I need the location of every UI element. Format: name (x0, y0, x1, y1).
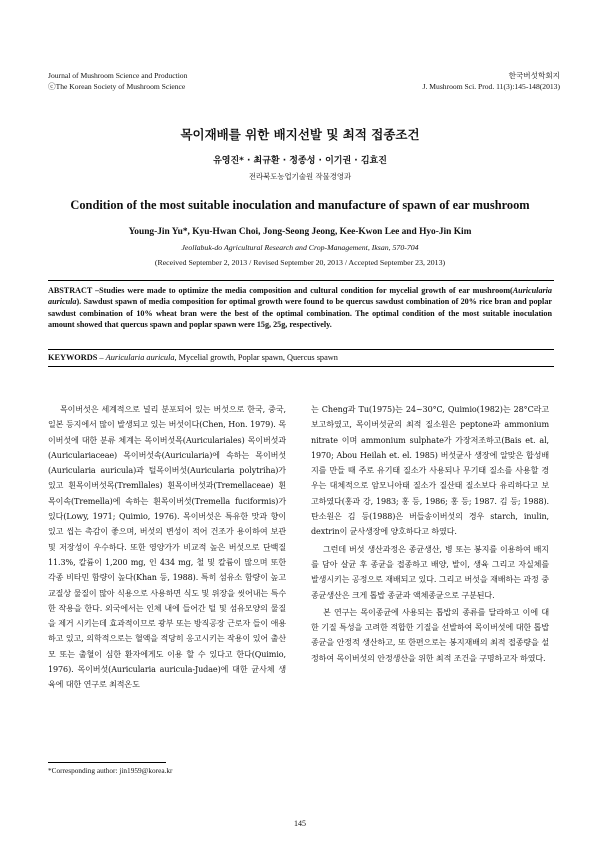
title-korean: 목이재배를 위한 배지선발 및 최적 접종조건 (180, 127, 420, 142)
affiliation-korean: 전라북도농업기술원 작물경영과 (248, 172, 352, 181)
keywords-list: Mycelial growth, Poplar spawn, Quercus spawn (176, 353, 338, 362)
body-paragraph: 목이버섯은 세계적으로 널리 분포되어 있는 버섯으로 한국, 중국, 일본 등지에서 많이 발생되고 있는 버섯이다(Chen, Hon. 1979). 목이버섯에 대한 분류 체계는 목이버섯목(Auriculariales) 목이버섯과(Auriculariaceae) 목이버섯속(Auricularia)에 속하는 목이버섯(Auricularia auricula)과 털목이버섯(Auricularia polytriha)가 있고 흰목이버섯목(Tremllales) 흰목이버섯과(Tremellaceae) 흰목이속(Tremella)에 속하는 흰목이버섯(Tremella fuciformis)가 있다(Lowy, 1971; Quimio, 1976). 목이버섯은 특유한 맛과 향이 있고 씹는 촉감이 좋으며, 버섯의 변성이 적어 건조가 용이하여 보관 및 저장성이 우수하다. 또한 영양가가 비교적 높은 버섯으로 단백질 11.3%, 칼륨이 1,200 mg, 인 434 mg, 철 및 칼륨이 많으며 또한 각종 비타민 함량이 높다(Khan 등, 1988). 특히 섬유소 함량이 높고 교질상 물질이 많아 식용으로 사용하면 식도 및 위장을 씻어내는 특수한 작용을 한다. 외국에서는 인체 내에 들어간 털 및 섬유모양의 물질을 제거 시키는데 효과적이므로 광부 또는 방직공장 근로자 들이 애용하고 있고, 의학적으로는 혈액을 적당히 응고시키는 작용이 있어 출산모 또는 출혈이 심한 환자에게도 이용 할 수 있다고 한다(Quimio, 1976). 목이버섯(Auricularia auricula-Judae)에 대한 균사체 생육에 대한 연구로 최적온도 (48, 405, 286, 690)
authors-korean: 유영진* · 최규환 · 정종성 · 이기권 · 김효진 (213, 156, 387, 166)
corresponding-author-footnote: *Corresponding author: jin1959@korea.kr (48, 766, 173, 775)
keywords-label: KEYWORDS (48, 353, 98, 362)
page-number: 145 (294, 819, 306, 828)
body-paragraph: 는 Cheng과 Tu(1975)는 24~30°C, Quimio(1982)는 28°C라고 보고하였고, 목이버섯균의 최적 질소원은 peptone과 ammonium nitrate 이며 ammonium sulphate가 가장저조하고(Bais et. al, 1970; Abou Heilah et. el. 1985) 버섯균사 생장에 알맞은 합성배지를 만들 때 주로 유기태 질소가 사용되나 무기태 질소를 사용할 경우는 대체적으로 암모니아태 질소가 질산태 질소보다 유리하다고 보고하였다(홍과 강, 1983; 홍 등, 1986; 홍 등; 1987. 김 등; 1988). 탄소원은 김 등(1988)은 버들송이버섯의 경우 starch, inulin, dextrin이 균사생장에 양호하다고 하였다. (311, 405, 549, 537)
title-english: Condition of the most suitable inoculation and manufacture of spawn of ear mushroom (70, 198, 530, 212)
received-dates: (Received September 2, 2013 / Revised September 20, 2013 / Accepted September 23, 2013) (154, 258, 446, 267)
body-paragraph: 그런데 버섯 생산과정은 종균생산, 병 또는 봉지를 이용하여 배지를 담아 살균 후 종균을 접종하고 배양, 발이, 생육 그리고 자실체를 발생시키는 공정으로 재배되고 있다. 그리고 버섯을 재배하는 과정 중 종균생산은 크게 톱밥 종균과 액체종균으로 구분된다. (311, 544, 549, 600)
society-copyright: ⓒThe Korean Society of Mushroom Science (48, 82, 186, 91)
keywords: KEYWORDS – Auricularia auricula, Mycelial growth, Poplar spawn, Quercus spawn (48, 353, 338, 362)
body-column-right (311, 402, 549, 666)
affiliation-english: Jeollabuk-do Agricultural Research and Crop-Management, Iksan, 570-704 (181, 243, 419, 252)
running-header-right (423, 70, 560, 92)
body-paragraph: 본 연구는 목이종균에 사용되는 톱밥의 종류를 달라하고 이에 대한 기질 특성을 고려한 적합한 기질을 선발하여 목이버섯에 대한 톱밥종균을 안정적 생산하고, 또 한편으로는 봉지재배의 최적 접종량을 설정하여 목이버섯의 안정생산을 위한 최적 조건을 구명하고자 하였다. (311, 607, 549, 663)
abstract-text-1: –Studies were made to optimize the media composition and cultural condition for mycelial growth of ear mushroom( (92, 286, 513, 295)
abstract-text-2: ). Sawdust spawn of media composition for optimal growth were found to be quercus sawdust combination of 20% rice bran and poplar sawdust combination of 10% wheat bran were the best of the optimal combination. The optimal condition of the most suitable inoculation amount showed that quercus spawn and poplar spawn were 15g, 25g, respectively. (48, 297, 552, 329)
abstract (48, 285, 552, 330)
journal-name-kr: 한국버섯학회지 (508, 71, 560, 80)
keywords-species: Auricularia auricula, (105, 353, 177, 362)
abstract-top-rule (48, 280, 554, 281)
keywords-bottom-rule (48, 366, 554, 367)
authors-english: Young-Jin Yu*, Kyu-Hwan Choi, Jong-Seong Jeong, Kee-Kwon Lee and Hyo-Jin Kim (128, 227, 472, 237)
footnote-rule (48, 762, 166, 763)
journal-citation: J. Mushroom Sci. Prod. 11(3):145-148(2013) (422, 82, 560, 91)
running-header-left (48, 70, 187, 92)
journal-name-en: Journal of Mushroom Science and Production (48, 71, 188, 80)
keywords-top-rule (48, 349, 554, 350)
body-column-left (48, 402, 286, 693)
abstract-label: ABSTRACT (48, 286, 93, 295)
abstract-species: Auricularia auricula (48, 286, 552, 307)
